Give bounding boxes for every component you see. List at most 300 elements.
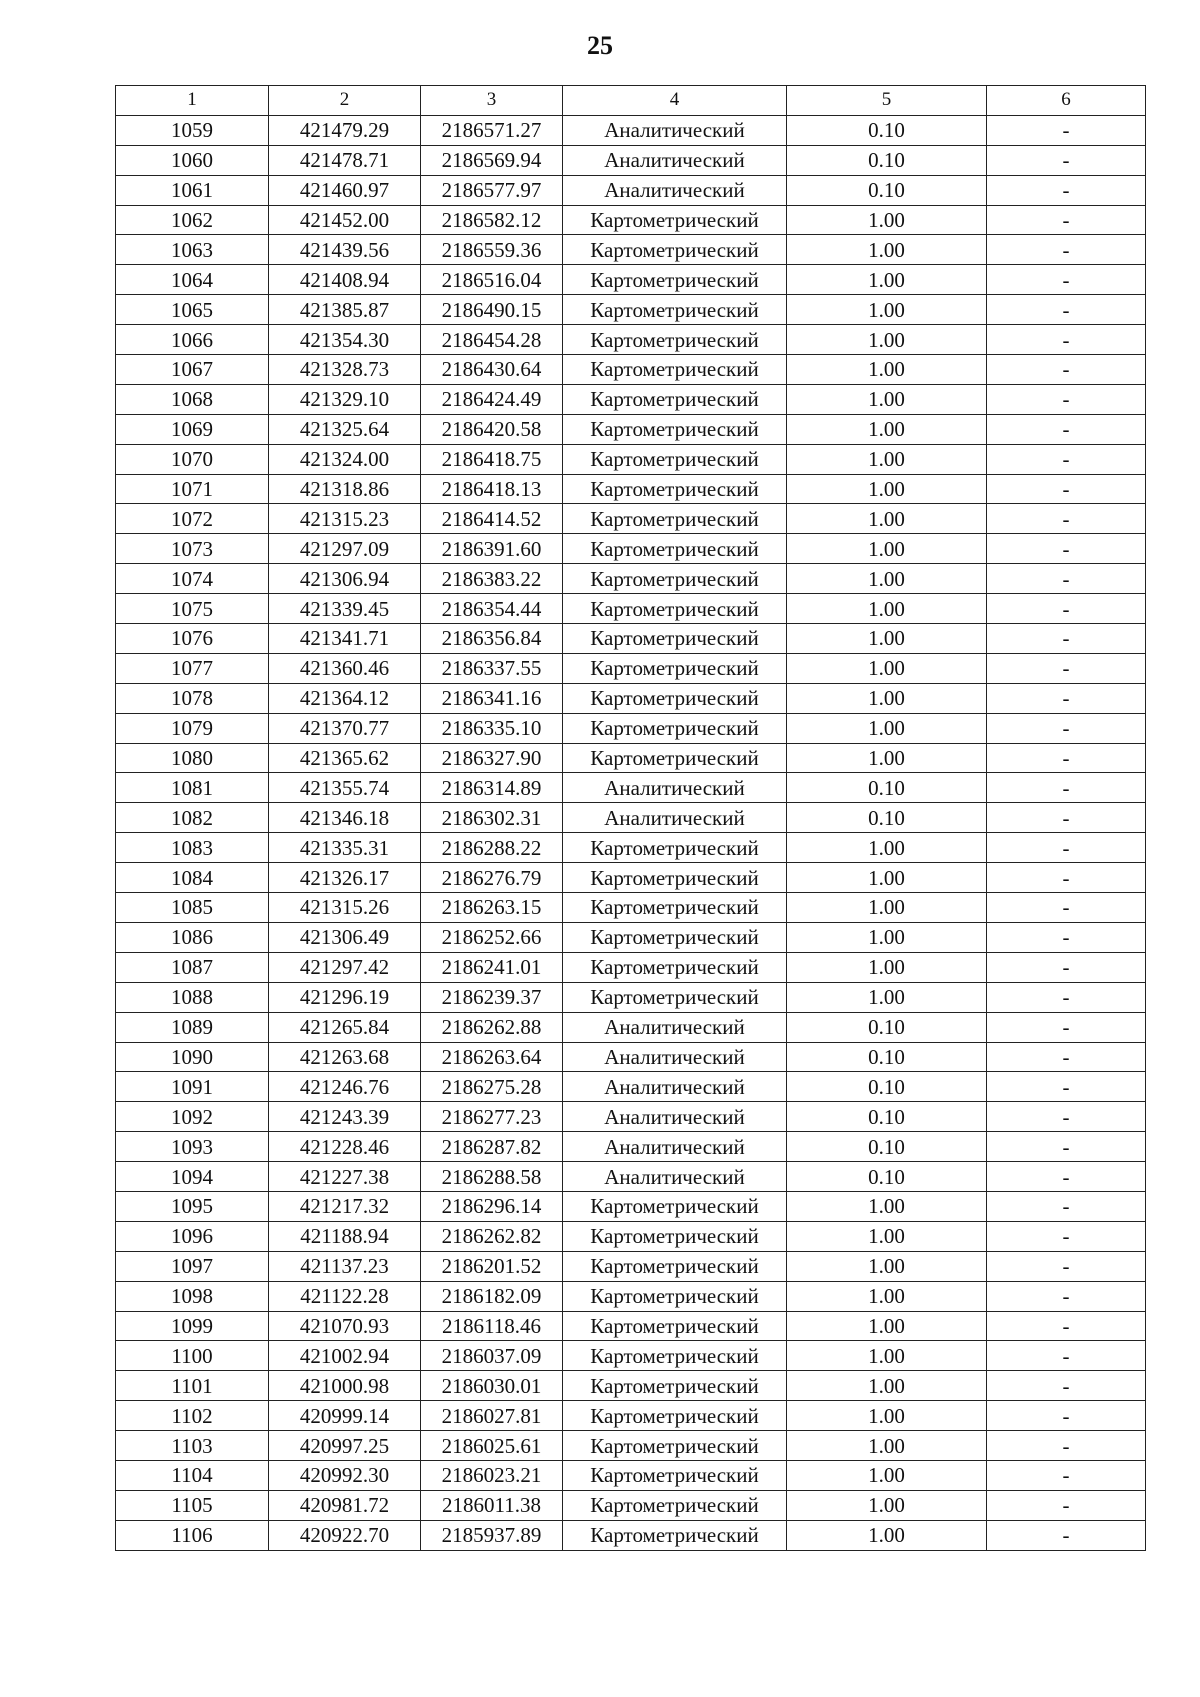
point-number-cell: 1104 bbox=[116, 1460, 269, 1490]
y-coordinate-cell: 2186025.61 bbox=[421, 1431, 563, 1461]
table-row bbox=[116, 1341, 1146, 1371]
y-coordinate-cell: 2186027.81 bbox=[421, 1401, 563, 1431]
method-cell: Картометрический bbox=[563, 474, 787, 504]
note-cell: - bbox=[987, 1341, 1146, 1371]
table-row bbox=[116, 1460, 1146, 1490]
table-row bbox=[116, 1431, 1146, 1461]
method-cell: Картометрический bbox=[563, 594, 787, 624]
accuracy-cell: 0.10 bbox=[787, 1132, 987, 1162]
x-coordinate-cell: 421315.23 bbox=[269, 504, 421, 534]
method-cell: Картометрический bbox=[563, 1520, 787, 1550]
y-coordinate-cell: 2186354.44 bbox=[421, 594, 563, 624]
accuracy-cell: 1.00 bbox=[787, 1431, 987, 1461]
table-row bbox=[116, 1132, 1146, 1162]
method-cell: Картометрический bbox=[563, 1401, 787, 1431]
accuracy-cell: 1.00 bbox=[787, 1460, 987, 1490]
note-cell: - bbox=[987, 564, 1146, 594]
y-coordinate-cell: 2186341.16 bbox=[421, 683, 563, 713]
method-cell: Картометрический bbox=[563, 325, 787, 355]
x-coordinate-cell: 421460.97 bbox=[269, 175, 421, 205]
y-coordinate-cell: 2186296.14 bbox=[421, 1191, 563, 1221]
y-coordinate-cell: 2186391.60 bbox=[421, 534, 563, 564]
accuracy-cell: 1.00 bbox=[787, 833, 987, 863]
y-coordinate-cell: 2186582.12 bbox=[421, 205, 563, 235]
point-number-cell: 1084 bbox=[116, 863, 269, 893]
table-row bbox=[116, 743, 1146, 773]
x-coordinate-cell: 421370.77 bbox=[269, 713, 421, 743]
accuracy-cell: 0.10 bbox=[787, 1102, 987, 1132]
note-cell: - bbox=[987, 265, 1146, 295]
method-cell: Картометрический bbox=[563, 743, 787, 773]
y-coordinate-cell: 2186559.36 bbox=[421, 235, 563, 265]
note-cell: - bbox=[987, 1251, 1146, 1281]
point-number-cell: 1094 bbox=[116, 1162, 269, 1192]
x-coordinate-cell: 421439.56 bbox=[269, 235, 421, 265]
x-coordinate-cell: 421070.93 bbox=[269, 1311, 421, 1341]
y-coordinate-cell: 2186275.28 bbox=[421, 1072, 563, 1102]
accuracy-cell: 1.00 bbox=[787, 295, 987, 325]
accuracy-cell: 1.00 bbox=[787, 922, 987, 952]
point-number-cell: 1064 bbox=[116, 265, 269, 295]
table-row bbox=[116, 803, 1146, 833]
x-coordinate-cell: 421318.86 bbox=[269, 474, 421, 504]
x-coordinate-cell: 421265.84 bbox=[269, 1012, 421, 1042]
point-number-cell: 1071 bbox=[116, 474, 269, 504]
accuracy-cell: 1.00 bbox=[787, 1371, 987, 1401]
point-number-cell: 1096 bbox=[116, 1221, 269, 1251]
method-cell: Картометрический bbox=[563, 1251, 787, 1281]
table-row bbox=[116, 444, 1146, 474]
table-header bbox=[116, 86, 1146, 116]
point-number-cell: 1062 bbox=[116, 205, 269, 235]
y-coordinate-cell: 2186288.58 bbox=[421, 1162, 563, 1192]
note-cell: - bbox=[987, 205, 1146, 235]
accuracy-cell: 1.00 bbox=[787, 504, 987, 534]
accuracy-cell: 1.00 bbox=[787, 414, 987, 444]
method-cell: Картометрический bbox=[563, 504, 787, 534]
header-cell: 2 bbox=[269, 86, 421, 116]
x-coordinate-cell: 421122.28 bbox=[269, 1281, 421, 1311]
note-cell: - bbox=[987, 952, 1146, 982]
note-cell: - bbox=[987, 1490, 1146, 1520]
header-row bbox=[116, 86, 1146, 116]
method-cell: Картометрический bbox=[563, 922, 787, 952]
x-coordinate-cell: 421354.30 bbox=[269, 325, 421, 355]
method-cell: Аналитический bbox=[563, 1072, 787, 1102]
table-row bbox=[116, 1191, 1146, 1221]
point-number-cell: 1103 bbox=[116, 1431, 269, 1461]
method-cell: Картометрический bbox=[563, 952, 787, 982]
note-cell: - bbox=[987, 1371, 1146, 1401]
method-cell: Аналитический bbox=[563, 175, 787, 205]
point-number-cell: 1075 bbox=[116, 594, 269, 624]
table-body bbox=[116, 115, 1146, 1550]
point-number-cell: 1073 bbox=[116, 534, 269, 564]
y-coordinate-cell: 2186023.21 bbox=[421, 1460, 563, 1490]
page-number: 25 bbox=[587, 31, 613, 60]
y-coordinate-cell: 2186182.09 bbox=[421, 1281, 563, 1311]
note-cell: - bbox=[987, 534, 1146, 564]
note-cell: - bbox=[987, 1162, 1146, 1192]
accuracy-cell: 1.00 bbox=[787, 982, 987, 1012]
method-cell: Картометрический bbox=[563, 444, 787, 474]
method-cell: Картометрический bbox=[563, 1221, 787, 1251]
accuracy-cell: 1.00 bbox=[787, 1520, 987, 1550]
x-coordinate-cell: 421364.12 bbox=[269, 683, 421, 713]
x-coordinate-cell: 421360.46 bbox=[269, 653, 421, 683]
table-row bbox=[116, 115, 1146, 145]
point-number-cell: 1082 bbox=[116, 803, 269, 833]
note-cell: - bbox=[987, 1132, 1146, 1162]
method-cell: Картометрический bbox=[563, 1341, 787, 1371]
y-coordinate-cell: 2186424.49 bbox=[421, 384, 563, 414]
y-coordinate-cell: 2186490.15 bbox=[421, 295, 563, 325]
point-number-cell: 1098 bbox=[116, 1281, 269, 1311]
x-coordinate-cell: 421479.29 bbox=[269, 115, 421, 145]
x-coordinate-cell: 421246.76 bbox=[269, 1072, 421, 1102]
note-cell: - bbox=[987, 1431, 1146, 1461]
point-number-cell: 1059 bbox=[116, 115, 269, 145]
accuracy-cell: 1.00 bbox=[787, 474, 987, 504]
y-coordinate-cell: 2186454.28 bbox=[421, 325, 563, 355]
note-cell: - bbox=[987, 1191, 1146, 1221]
table-row bbox=[116, 1162, 1146, 1192]
accuracy-cell: 1.00 bbox=[787, 384, 987, 414]
x-coordinate-cell: 420999.14 bbox=[269, 1401, 421, 1431]
point-number-cell: 1092 bbox=[116, 1102, 269, 1132]
table-row bbox=[116, 504, 1146, 534]
table-row bbox=[116, 1281, 1146, 1311]
point-number-cell: 1080 bbox=[116, 743, 269, 773]
x-coordinate-cell: 421328.73 bbox=[269, 355, 421, 385]
point-number-cell: 1076 bbox=[116, 624, 269, 654]
point-number-cell: 1106 bbox=[116, 1520, 269, 1550]
table-row bbox=[116, 653, 1146, 683]
note-cell: - bbox=[987, 1520, 1146, 1550]
note-cell: - bbox=[987, 1281, 1146, 1311]
y-coordinate-cell: 2186263.64 bbox=[421, 1042, 563, 1072]
table-row bbox=[116, 952, 1146, 982]
x-coordinate-cell: 421306.94 bbox=[269, 564, 421, 594]
note-cell: - bbox=[987, 713, 1146, 743]
method-cell: Аналитический bbox=[563, 1012, 787, 1042]
y-coordinate-cell: 2186430.64 bbox=[421, 355, 563, 385]
method-cell: Картометрический bbox=[563, 1490, 787, 1520]
note-cell: - bbox=[987, 982, 1146, 1012]
point-number-cell: 1095 bbox=[116, 1191, 269, 1221]
x-coordinate-cell: 421297.42 bbox=[269, 952, 421, 982]
point-number-cell: 1060 bbox=[116, 145, 269, 175]
note-cell: - bbox=[987, 444, 1146, 474]
note-cell: - bbox=[987, 384, 1146, 414]
y-coordinate-cell: 2186277.23 bbox=[421, 1102, 563, 1132]
x-coordinate-cell: 421263.68 bbox=[269, 1042, 421, 1072]
table-row bbox=[116, 982, 1146, 1012]
accuracy-cell: 1.00 bbox=[787, 235, 987, 265]
table-row bbox=[116, 414, 1146, 444]
x-coordinate-cell: 421365.62 bbox=[269, 743, 421, 773]
method-cell: Картометрический bbox=[563, 624, 787, 654]
method-cell: Картометрический bbox=[563, 414, 787, 444]
note-cell: - bbox=[987, 594, 1146, 624]
accuracy-cell: 0.10 bbox=[787, 175, 987, 205]
accuracy-cell: 1.00 bbox=[787, 743, 987, 773]
method-cell: Аналитический bbox=[563, 115, 787, 145]
y-coordinate-cell: 2186241.01 bbox=[421, 952, 563, 982]
point-number-cell: 1067 bbox=[116, 355, 269, 385]
note-cell: - bbox=[987, 1102, 1146, 1132]
note-cell: - bbox=[987, 1072, 1146, 1102]
y-coordinate-cell: 2186420.58 bbox=[421, 414, 563, 444]
y-coordinate-cell: 2186516.04 bbox=[421, 265, 563, 295]
note-cell: - bbox=[987, 115, 1146, 145]
y-coordinate-cell: 2186327.90 bbox=[421, 743, 563, 773]
accuracy-cell: 0.10 bbox=[787, 1162, 987, 1192]
note-cell: - bbox=[987, 1042, 1146, 1072]
accuracy-cell: 1.00 bbox=[787, 1401, 987, 1431]
table-row bbox=[116, 1401, 1146, 1431]
point-number-cell: 1100 bbox=[116, 1341, 269, 1371]
point-number-cell: 1090 bbox=[116, 1042, 269, 1072]
point-number-cell: 1081 bbox=[116, 773, 269, 803]
method-cell: Картометрический bbox=[563, 683, 787, 713]
x-coordinate-cell: 421002.94 bbox=[269, 1341, 421, 1371]
method-cell: Картометрический bbox=[563, 355, 787, 385]
accuracy-cell: 1.00 bbox=[787, 1311, 987, 1341]
accuracy-cell: 1.00 bbox=[787, 534, 987, 564]
y-coordinate-cell: 2186201.52 bbox=[421, 1251, 563, 1281]
accuracy-cell: 1.00 bbox=[787, 952, 987, 982]
y-coordinate-cell: 2186252.66 bbox=[421, 922, 563, 952]
note-cell: - bbox=[987, 355, 1146, 385]
accuracy-cell: 1.00 bbox=[787, 683, 987, 713]
table-row bbox=[116, 1072, 1146, 1102]
x-coordinate-cell: 421306.49 bbox=[269, 922, 421, 952]
header-cell: 5 bbox=[787, 86, 987, 116]
method-cell: Картометрический bbox=[563, 1460, 787, 1490]
point-number-cell: 1061 bbox=[116, 175, 269, 205]
x-coordinate-cell: 420997.25 bbox=[269, 1431, 421, 1461]
accuracy-cell: 1.00 bbox=[787, 594, 987, 624]
table-row bbox=[116, 624, 1146, 654]
point-number-cell: 1065 bbox=[116, 295, 269, 325]
y-coordinate-cell: 2186418.75 bbox=[421, 444, 563, 474]
method-cell: Картометрический bbox=[563, 1431, 787, 1461]
method-cell: Картометрический bbox=[563, 1371, 787, 1401]
point-number-cell: 1105 bbox=[116, 1490, 269, 1520]
method-cell: Картометрический bbox=[563, 384, 787, 414]
note-cell: - bbox=[987, 624, 1146, 654]
x-coordinate-cell: 420992.30 bbox=[269, 1460, 421, 1490]
x-coordinate-cell: 421325.64 bbox=[269, 414, 421, 444]
table-row bbox=[116, 1371, 1146, 1401]
method-cell: Картометрический bbox=[563, 205, 787, 235]
point-number-cell: 1074 bbox=[116, 564, 269, 594]
method-cell: Аналитический bbox=[563, 1162, 787, 1192]
table-row bbox=[116, 893, 1146, 923]
x-coordinate-cell: 421137.23 bbox=[269, 1251, 421, 1281]
accuracy-cell: 1.00 bbox=[787, 1490, 987, 1520]
point-number-cell: 1070 bbox=[116, 444, 269, 474]
accuracy-cell: 1.00 bbox=[787, 1281, 987, 1311]
y-coordinate-cell: 2186287.82 bbox=[421, 1132, 563, 1162]
method-cell: Картометрический bbox=[563, 653, 787, 683]
y-coordinate-cell: 2186418.13 bbox=[421, 474, 563, 504]
table-row bbox=[116, 564, 1146, 594]
accuracy-cell: 1.00 bbox=[787, 653, 987, 683]
y-coordinate-cell: 2186030.01 bbox=[421, 1371, 563, 1401]
accuracy-cell: 1.00 bbox=[787, 325, 987, 355]
accuracy-cell: 1.00 bbox=[787, 863, 987, 893]
x-coordinate-cell: 421326.17 bbox=[269, 863, 421, 893]
x-coordinate-cell: 421346.18 bbox=[269, 803, 421, 833]
table-row bbox=[116, 922, 1146, 952]
y-coordinate-cell: 2186337.55 bbox=[421, 653, 563, 683]
accuracy-cell: 0.10 bbox=[787, 773, 987, 803]
y-coordinate-cell: 2186414.52 bbox=[421, 504, 563, 534]
table-row bbox=[116, 1221, 1146, 1251]
x-coordinate-cell: 421452.00 bbox=[269, 205, 421, 235]
accuracy-cell: 1.00 bbox=[787, 564, 987, 594]
point-number-cell: 1077 bbox=[116, 653, 269, 683]
note-cell: - bbox=[987, 235, 1146, 265]
x-coordinate-cell: 421385.87 bbox=[269, 295, 421, 325]
table-row bbox=[116, 325, 1146, 355]
y-coordinate-cell: 2186302.31 bbox=[421, 803, 563, 833]
table-row bbox=[116, 773, 1146, 803]
table-row bbox=[116, 833, 1146, 863]
x-coordinate-cell: 421296.19 bbox=[269, 982, 421, 1012]
method-cell: Картометрический bbox=[563, 295, 787, 325]
accuracy-cell: 1.00 bbox=[787, 265, 987, 295]
accuracy-cell: 0.10 bbox=[787, 1072, 987, 1102]
method-cell: Картометрический bbox=[563, 982, 787, 1012]
header-cell: 3 bbox=[421, 86, 563, 116]
method-cell: Картометрический bbox=[563, 863, 787, 893]
point-number-cell: 1068 bbox=[116, 384, 269, 414]
table-row bbox=[116, 384, 1146, 414]
note-cell: - bbox=[987, 325, 1146, 355]
y-coordinate-cell: 2186571.27 bbox=[421, 115, 563, 145]
x-coordinate-cell: 421227.38 bbox=[269, 1162, 421, 1192]
x-coordinate-cell: 421228.46 bbox=[269, 1132, 421, 1162]
method-cell: Аналитический bbox=[563, 145, 787, 175]
point-number-cell: 1072 bbox=[116, 504, 269, 534]
method-cell: Картометрический bbox=[563, 893, 787, 923]
method-cell: Картометрический bbox=[563, 833, 787, 863]
table-row bbox=[116, 145, 1146, 175]
table-row bbox=[116, 1102, 1146, 1132]
y-coordinate-cell: 2186288.22 bbox=[421, 833, 563, 863]
accuracy-cell: 1.00 bbox=[787, 1251, 987, 1281]
table-row bbox=[116, 1012, 1146, 1042]
point-number-cell: 1063 bbox=[116, 235, 269, 265]
note-cell: - bbox=[987, 833, 1146, 863]
y-coordinate-cell: 2186314.89 bbox=[421, 773, 563, 803]
note-cell: - bbox=[987, 414, 1146, 444]
table-row bbox=[116, 1311, 1146, 1341]
accuracy-cell: 0.10 bbox=[787, 803, 987, 833]
x-coordinate-cell: 421315.26 bbox=[269, 893, 421, 923]
table-row bbox=[116, 683, 1146, 713]
point-number-cell: 1102 bbox=[116, 1401, 269, 1431]
x-coordinate-cell: 421243.39 bbox=[269, 1102, 421, 1132]
table-row bbox=[116, 205, 1146, 235]
point-number-cell: 1097 bbox=[116, 1251, 269, 1281]
y-coordinate-cell: 2186356.84 bbox=[421, 624, 563, 654]
note-cell: - bbox=[987, 922, 1146, 952]
point-number-cell: 1087 bbox=[116, 952, 269, 982]
x-coordinate-cell: 421408.94 bbox=[269, 265, 421, 295]
point-number-cell: 1101 bbox=[116, 1371, 269, 1401]
y-coordinate-cell: 2186011.38 bbox=[421, 1490, 563, 1520]
accuracy-cell: 0.10 bbox=[787, 1042, 987, 1072]
method-cell: Аналитический bbox=[563, 803, 787, 833]
note-cell: - bbox=[987, 893, 1146, 923]
y-coordinate-cell: 2186037.09 bbox=[421, 1341, 563, 1371]
table-row bbox=[116, 863, 1146, 893]
table-row bbox=[116, 355, 1146, 385]
y-coordinate-cell: 2186335.10 bbox=[421, 713, 563, 743]
note-cell: - bbox=[987, 1311, 1146, 1341]
table-row bbox=[116, 1490, 1146, 1520]
accuracy-cell: 1.00 bbox=[787, 1191, 987, 1221]
y-coordinate-cell: 2186118.46 bbox=[421, 1311, 563, 1341]
method-cell: Картометрический bbox=[563, 1281, 787, 1311]
note-cell: - bbox=[987, 474, 1146, 504]
accuracy-cell: 1.00 bbox=[787, 444, 987, 474]
header-cell: 4 bbox=[563, 86, 787, 116]
x-coordinate-cell: 421335.31 bbox=[269, 833, 421, 863]
accuracy-cell: 0.10 bbox=[787, 145, 987, 175]
method-cell: Аналитический bbox=[563, 1132, 787, 1162]
point-number-cell: 1078 bbox=[116, 683, 269, 713]
note-cell: - bbox=[987, 683, 1146, 713]
note-cell: - bbox=[987, 743, 1146, 773]
note-cell: - bbox=[987, 773, 1146, 803]
point-number-cell: 1089 bbox=[116, 1012, 269, 1042]
method-cell: Аналитический bbox=[563, 1102, 787, 1132]
point-number-cell: 1083 bbox=[116, 833, 269, 863]
y-coordinate-cell: 2185937.89 bbox=[421, 1520, 563, 1550]
note-cell: - bbox=[987, 1401, 1146, 1431]
table-row bbox=[116, 594, 1146, 624]
x-coordinate-cell: 421329.10 bbox=[269, 384, 421, 414]
x-coordinate-cell: 420981.72 bbox=[269, 1490, 421, 1520]
x-coordinate-cell: 421324.00 bbox=[269, 444, 421, 474]
note-cell: - bbox=[987, 1221, 1146, 1251]
y-coordinate-cell: 2186262.82 bbox=[421, 1221, 563, 1251]
y-coordinate-cell: 2186276.79 bbox=[421, 863, 563, 893]
table-row bbox=[116, 235, 1146, 265]
accuracy-cell: 1.00 bbox=[787, 1221, 987, 1251]
x-coordinate-cell: 421339.45 bbox=[269, 594, 421, 624]
method-cell: Аналитический bbox=[563, 1042, 787, 1072]
note-cell: - bbox=[987, 175, 1146, 205]
y-coordinate-cell: 2186383.22 bbox=[421, 564, 563, 594]
x-coordinate-cell: 421297.09 bbox=[269, 534, 421, 564]
x-coordinate-cell: 421478.71 bbox=[269, 145, 421, 175]
table-row bbox=[116, 1251, 1146, 1281]
y-coordinate-cell: 2186577.97 bbox=[421, 175, 563, 205]
accuracy-cell: 1.00 bbox=[787, 355, 987, 385]
table-row bbox=[116, 265, 1146, 295]
x-coordinate-cell: 421341.71 bbox=[269, 624, 421, 654]
note-cell: - bbox=[987, 803, 1146, 833]
x-coordinate-cell: 421000.98 bbox=[269, 1371, 421, 1401]
table-row bbox=[116, 534, 1146, 564]
method-cell: Картометрический bbox=[563, 1191, 787, 1221]
